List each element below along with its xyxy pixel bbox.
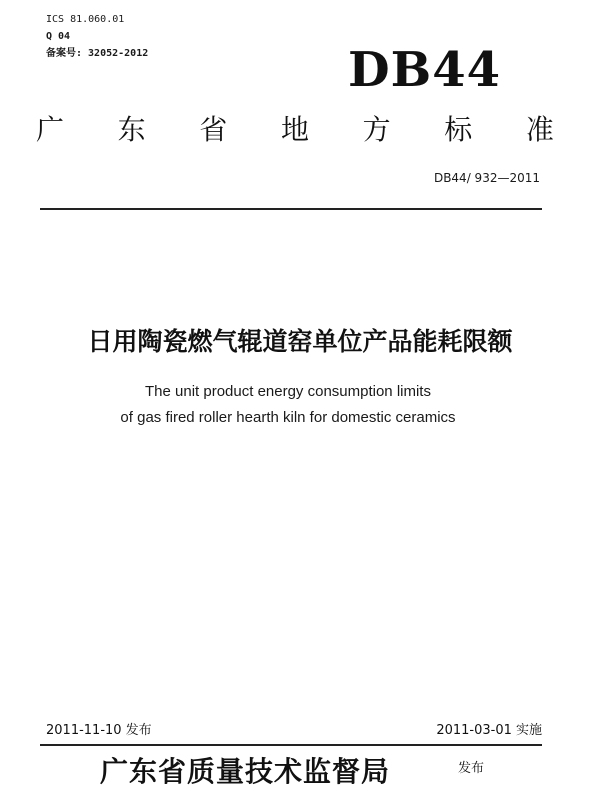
ics-code: ICS 81.060.01 <box>46 14 125 25</box>
standard-type-char: 广 <box>35 113 64 146</box>
standard-type <box>30 110 560 150</box>
standard-logo: DB44 <box>348 42 501 98</box>
record-number: 备案号: 32052-2012 <box>46 48 149 59</box>
standard-type-char: 方 <box>362 113 391 146</box>
standard-number: DB44/ 932—2011 <box>433 171 540 185</box>
standard-type-char: 地 <box>280 113 309 146</box>
implementation-date: 2011-03-01 实施 <box>436 723 542 738</box>
top-divider <box>40 208 542 210</box>
title-english-line-2: of gas fired roller hearth kiln for domestic ceramics <box>120 409 456 426</box>
classification-code: Q 04 <box>46 31 71 42</box>
issuing-authority: 广东省质量技术监督局 <box>100 755 391 788</box>
bottom-divider <box>40 744 542 746</box>
standard-type-char: 东 <box>117 113 146 146</box>
title-chinese: 日用陶瓷燃气辊道窑单位产品能耗限额 <box>87 327 513 356</box>
standard-type-char: 准 <box>525 113 554 146</box>
standard-type-char: 省 <box>199 113 228 146</box>
standard-type-char: 标 <box>444 113 473 146</box>
issuer-suffix: 发布 <box>458 761 485 776</box>
issue-date: 2011-11-10 发布 <box>46 723 152 738</box>
title-english-line-1: The unit product energy consumption limits <box>145 383 431 400</box>
